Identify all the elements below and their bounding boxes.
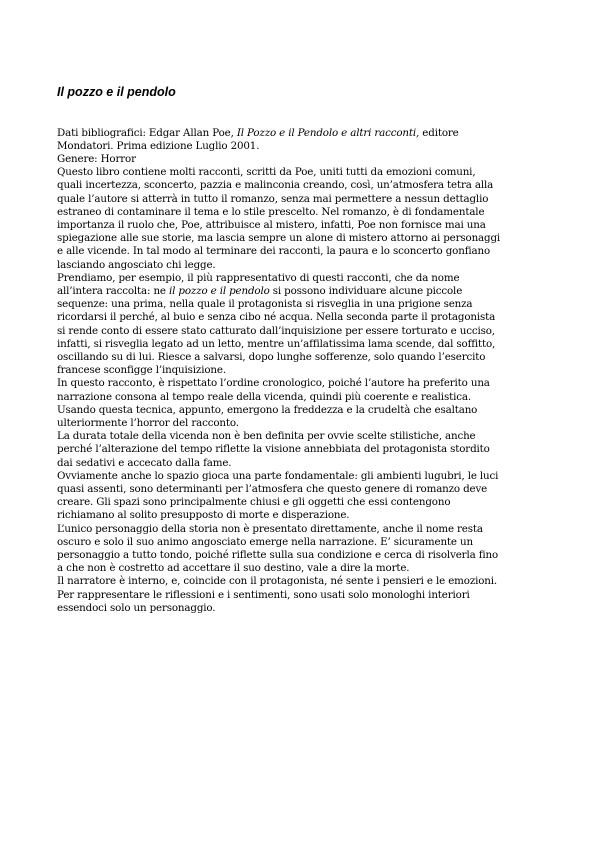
text-line [57, 483, 547, 496]
text-line [57, 153, 547, 166]
text-segment: La durata totale della vicenda non è ben definita per ovvie scelte stilistiche, anche [57, 430, 476, 443]
text-segment: Ovviamente anche lo spazio gioca una parte fondamentale: gli ambienti lugubri, le luci [57, 469, 499, 482]
text-segment: personaggio a tutto tondo, poiché riflette sulla sua condizione e cerca di risolverla fino [57, 549, 499, 561]
italic-title-segment: Il Pozzo e il Pendolo e altri racconti, [236, 126, 420, 139]
text-line [57, 179, 547, 192]
text-segment: quale l’autore si atterrà in tutto il romanzo, senza mai permettere a nessun dettaglio [57, 192, 489, 205]
text-line [57, 536, 547, 549]
text-line [57, 245, 547, 258]
text-line [57, 391, 547, 404]
text-segment: e alle vicende. In tal modo al terminare dei racconti, la paura e lo sconcerto gonfiano [57, 245, 491, 258]
text-line [57, 219, 547, 232]
text-segment: dai sedativi e accecato dalla fame. [57, 456, 232, 469]
text-line [57, 523, 547, 536]
text-segment: quali incertezza, sconcerto, pazzia e malinconia creando, così, un’atmosfera tetra alla [57, 179, 494, 192]
text-line [57, 298, 547, 311]
text-segment: importanza il ruolo che, Poe, attribuisce al mistero, infatti, Poe non fornisce mai una [57, 218, 486, 231]
text-segment: Mondatori. Prima edizione Luglio 2001. [57, 139, 260, 152]
text-line [57, 127, 547, 140]
text-segment: oscillando su di lui. Riesce a salvarsi, dopo lunghe sofferenze, solo quando l’esercito [57, 350, 486, 363]
text-segment: Per rappresentare le riflessioni e i sentimenti, sono usati solo monologhi interiori [57, 588, 470, 601]
text-segment: quasi assenti, sono determinanti per l’atmosfera che questo genere di romanzo deve [57, 482, 488, 495]
text-segment: Prendiamo, per esempio, il più rappresentativo di questi racconti, che da nome [57, 271, 460, 284]
text-segment: si rende conto di essere stato catturato dall’inquisizione per essere torturato e ucciso, [57, 324, 495, 337]
text-segment: richiamano al solito presupposto di morte e disperazione. [57, 509, 350, 522]
text-line [57, 285, 547, 298]
text-line [57, 193, 547, 206]
text-segment: ricordarsi il perché, al buio e senza cibo né acqua. Nella seconda parte il protagonista [57, 311, 496, 324]
text-line [57, 430, 547, 443]
text-segment: L’unico personaggio della storia non è presentato direttamente, anche il nome resta [57, 522, 483, 535]
text-segment: Questo libro contiene molti racconti, scritti da Poe, uniti tutti da emozioni comuni, [57, 166, 476, 179]
text-line [57, 417, 547, 430]
text-segment: Dati bibliografici: Edgar Allan Poe, [57, 126, 237, 139]
text-line [57, 351, 547, 364]
text-line [57, 602, 547, 615]
text-line [57, 259, 547, 272]
text-line [57, 311, 547, 324]
text-line [57, 338, 547, 351]
text-line [57, 562, 547, 575]
text-line [57, 575, 547, 588]
text-segment: all’intera raccolta: ne [57, 284, 169, 297]
text-segment: narrazione consona al tempo reale della vicenda, quindi più coerente e realistica. [57, 390, 471, 403]
text-segment: oscuro e solo il suo animo angosciato emerge nella narrazione. E’ sicuramente un [57, 535, 473, 548]
italic-title-segment: il pozzo e il pendolo [169, 284, 270, 297]
text-line [57, 166, 547, 179]
text-line [57, 470, 547, 483]
text-line [57, 549, 547, 562]
text-line [57, 364, 547, 377]
text-segment: estraneo di contaminare il tema e lo stile prescelto. Nel romanzo, è di fondamentale [57, 205, 485, 218]
text-line [57, 496, 547, 509]
text-line [57, 443, 547, 456]
text-line [57, 509, 547, 522]
text-line [57, 377, 547, 390]
text-segment: creare. Gli spazi sono principalmente chiusi e gli oggetti che essi contengono [57, 496, 451, 509]
text-segment: essendoci solo un personaggio. [57, 601, 216, 614]
text-segment: francese sconfigge l’inquisizione. [57, 364, 226, 377]
text-segment: perché l’alterazione del tempo riflette la visione annebbiata del protagonista stordito [57, 443, 490, 456]
text-segment: sequenze: una prima, nella quale il protagonista si risveglia in una prigione senza [57, 298, 473, 311]
text-segment: In questo racconto, è rispettato l’ordine cronologico, poiché l’autore ha preferito una [57, 377, 490, 390]
text-segment: Il narratore è interno, e, coincide con il protagonista, né sente i pensieri e le emozioni. [57, 575, 498, 588]
text-line [57, 589, 547, 602]
text-segment: infatti, si risveglia legato ad un letto, mentre un’affilatissima lama scende, dal soffitto, [57, 337, 496, 350]
text-segment: Genere: Horror [57, 152, 136, 165]
text-line [57, 232, 547, 245]
text-segment: editore [419, 126, 459, 139]
text-segment: lasciando angosciato chi legge. [57, 258, 216, 271]
text-segment: Usando questa tecnica, appunto, emergono la freddezza e la crudeltà che esaltano [57, 403, 478, 416]
text-segment: ulteriormente l’horror del racconto. [57, 416, 239, 429]
text-segment: spiegazione alle sue storie, ma lascia sempre un alone di mistero attorno ai personaggi [57, 232, 501, 245]
text-line [57, 457, 547, 470]
text-line [57, 404, 547, 417]
text-line [57, 206, 547, 219]
text-line [57, 140, 547, 153]
document-body [57, 127, 547, 616]
text-line [57, 272, 547, 285]
text-segment: a che non è costretto ad accettare il suo destino, vale a dire la morte. [57, 562, 410, 575]
text-segment: si possono individuare alcune piccole [269, 284, 463, 297]
text-line [57, 325, 547, 338]
document-title: Il pozzo e il pendolo [57, 85, 176, 99]
